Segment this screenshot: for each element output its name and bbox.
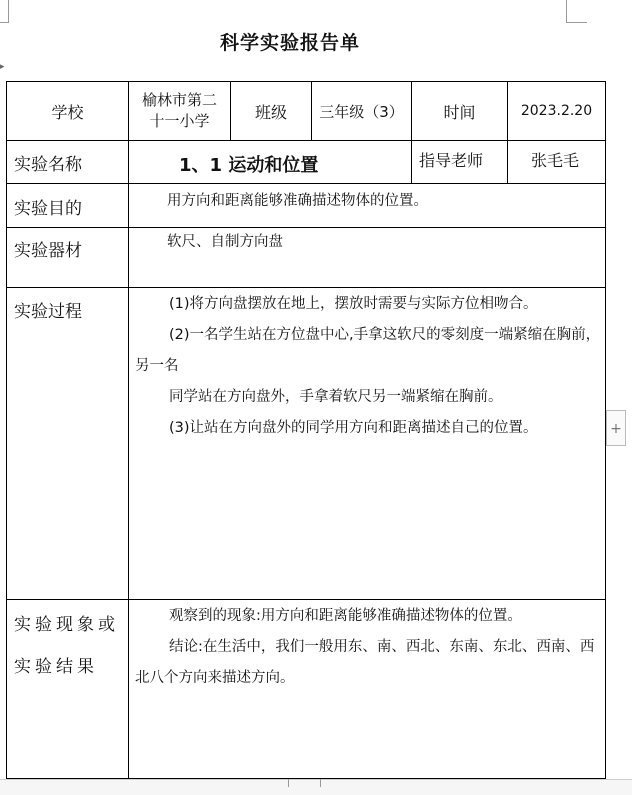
add-plus-icon[interactable]: + [606,410,626,446]
result-conclusion: 结论:在生活中，我们一般用东、南、西北、东南、东北、西南、西北八个方向来描述方向。 [135,639,595,686]
process-step-3: (3)让站在方向盘外的同学用方向和距离描述自己的位置。 [169,420,538,436]
equipment-label: 实验器材 [14,241,82,261]
purpose-text: 用方向和距离能够准确描述物体的位置。 [167,193,428,209]
bottom-ruler-bar [0,779,632,795]
time-value: 2023.2.20 [520,103,593,119]
result-label: 实验现象或实验结果 [14,615,119,677]
school-label: 学校 [51,102,84,122]
page-corner-mark-left [0,0,9,23]
equipment-text: 软尺、自制方向盘 [167,234,283,250]
process-step-1: (1)将方向盘摆放在地上，摆放时需要与实际方位相吻合。 [169,296,538,312]
experiment-name-label: 实验名称 [14,155,82,175]
class-value: 三年级（3） [319,102,404,121]
process-content [135,289,601,444]
process-label: 实验过程 [14,302,82,322]
ruler-tick-left [288,779,289,787]
ruler-tick-right [320,779,321,787]
experiment-name-value: 1、1 运动和位置 [179,155,319,176]
document-title: 科学实验报告单 [219,32,360,54]
process-step-2a: (2)一名学生站在方位盘中心,手拿这软尺的零刻度一端紧缩在胸前，另一名 [135,327,601,374]
report-table [6,81,606,779]
result-content [135,601,601,694]
page-corner-mark-right [566,0,587,23]
process-step-2b: 同学站在方向盘外，手拿着软尺另一端紧缩在胸前。 [169,389,503,405]
class-label: 班级 [254,102,287,122]
purpose-label: 实验目的 [14,199,82,219]
collapse-arrow-icon[interactable]: ▸ [0,62,5,72]
teacher-label: 指导老师 [419,151,484,170]
result-observation: 观察到的现象:用方向和距离能够准确描述物体的位置。 [169,608,522,624]
teacher-value: 张毛毛 [531,151,580,170]
time-label: 时间 [443,102,476,122]
school-value: 榆林市第二十一小学 [141,91,217,130]
